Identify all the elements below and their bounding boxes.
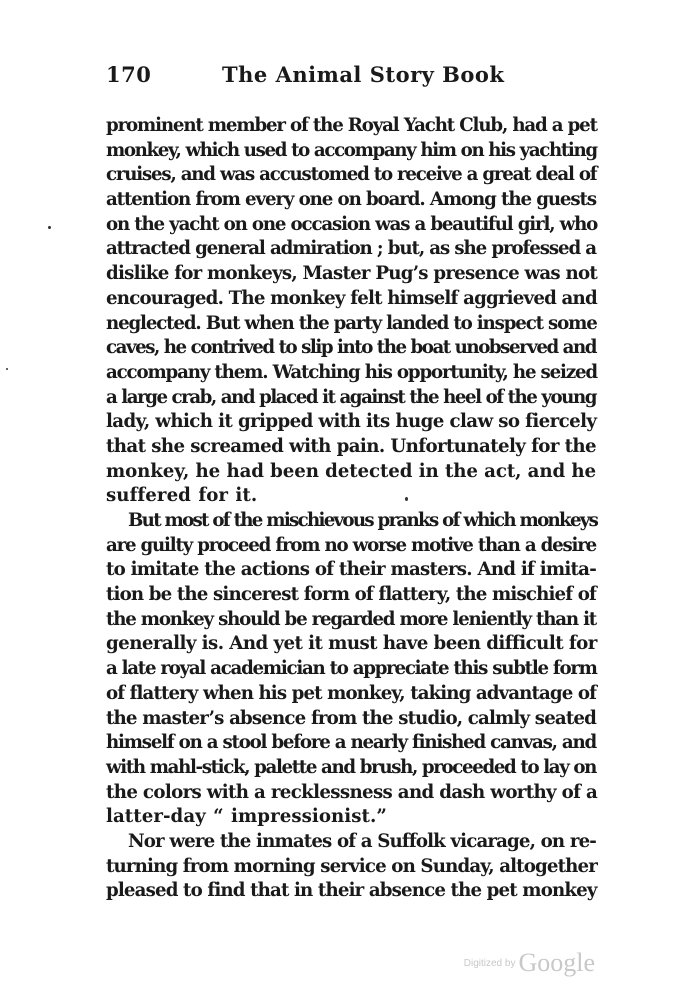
paragraph-end-line: suffered for it. bbox=[106, 485, 258, 507]
ink-speck bbox=[405, 497, 408, 501]
text-line: caves, he contrived to slip into the boat unobserved and bbox=[106, 337, 596, 359]
watermark-prefix: Digitized by bbox=[463, 957, 516, 969]
ink-speck bbox=[6, 368, 8, 370]
text-line: prominent member of the Royal Yacht Club, had a pet bbox=[106, 115, 597, 136]
text-line: to imitate the actions of their masters. And if imita- bbox=[106, 559, 596, 581]
text-line: a late royal academician to appreciate this subtle form bbox=[106, 658, 597, 680]
text-line: the colors with a recklessness and dash worthy of a bbox=[106, 781, 598, 803]
text-line: attracted general admiration ; but, as she professed a bbox=[106, 238, 596, 260]
text-line: attention from every one on board. Among the guests bbox=[106, 189, 596, 211]
text-line: generally is. And yet it must have been difficult for bbox=[106, 633, 597, 655]
paragraph-start-line: Nor were the inmates of a Suffolk vicarage, on re- bbox=[128, 830, 596, 852]
text-line: lady, which it gripped with its huge claw so fiercely bbox=[106, 411, 597, 433]
text-line: tion be the sincerest form of flattery, the mischief of bbox=[106, 584, 596, 606]
page-header bbox=[106, 62, 596, 92]
text-line: of flattery when his pet monkey, taking advantage of bbox=[106, 682, 596, 704]
text-line: pleased to find that in their absence the pet monkey bbox=[106, 880, 597, 902]
text-line: on the yacht on one occasion was a beautiful girl, who bbox=[106, 213, 598, 235]
text-line: dislike for monkeys, Master Pug’s presence was not bbox=[106, 263, 598, 285]
paragraph-end-line: latter-day “ impressionist.” bbox=[106, 806, 387, 828]
text-line: monkey, he had been detected in the act, and he bbox=[106, 460, 596, 482]
page-number: 170 bbox=[106, 62, 152, 87]
body-text bbox=[106, 114, 596, 904]
paragraph-start-line: But most of the mischievous pranks of which monkeys bbox=[128, 510, 598, 531]
running-title: The Animal Story Book bbox=[222, 62, 505, 87]
text-line: the monkey should be regarded more leniently than it bbox=[106, 608, 596, 630]
text-line: turning from morning service on Sunday, altogether bbox=[106, 855, 597, 877]
text-line: encouraged. The monkey felt himself aggrieved and bbox=[106, 287, 597, 309]
ink-speck bbox=[48, 226, 51, 229]
text-line: cruises, and was accustomed to receive a great deal of bbox=[106, 164, 597, 186]
text-line: with mahl-stick, palette and brush, proceeded to lay on bbox=[106, 756, 597, 778]
text-line: accompany them. Watching his opportunity, he seized bbox=[106, 361, 597, 383]
google-logo: Google bbox=[518, 948, 595, 977]
text-line: the master’s absence from the studio, calmly seated bbox=[106, 707, 596, 729]
text-line: are guilty proceed from no worse motive than a desire bbox=[106, 534, 596, 556]
digitized-watermark bbox=[464, 948, 595, 978]
text-line: monkey, which used to accompany him on his yachting bbox=[106, 139, 597, 161]
text-line: himself on a stool before a nearly finished canvas, and bbox=[106, 732, 597, 754]
text-line: a large crab, and placed it against the heel of the young bbox=[106, 386, 596, 408]
text-line: that she screamed with pain. Unfortunately for the bbox=[106, 435, 596, 457]
text-line: neglected. But when the party landed to inspect some bbox=[106, 312, 597, 334]
